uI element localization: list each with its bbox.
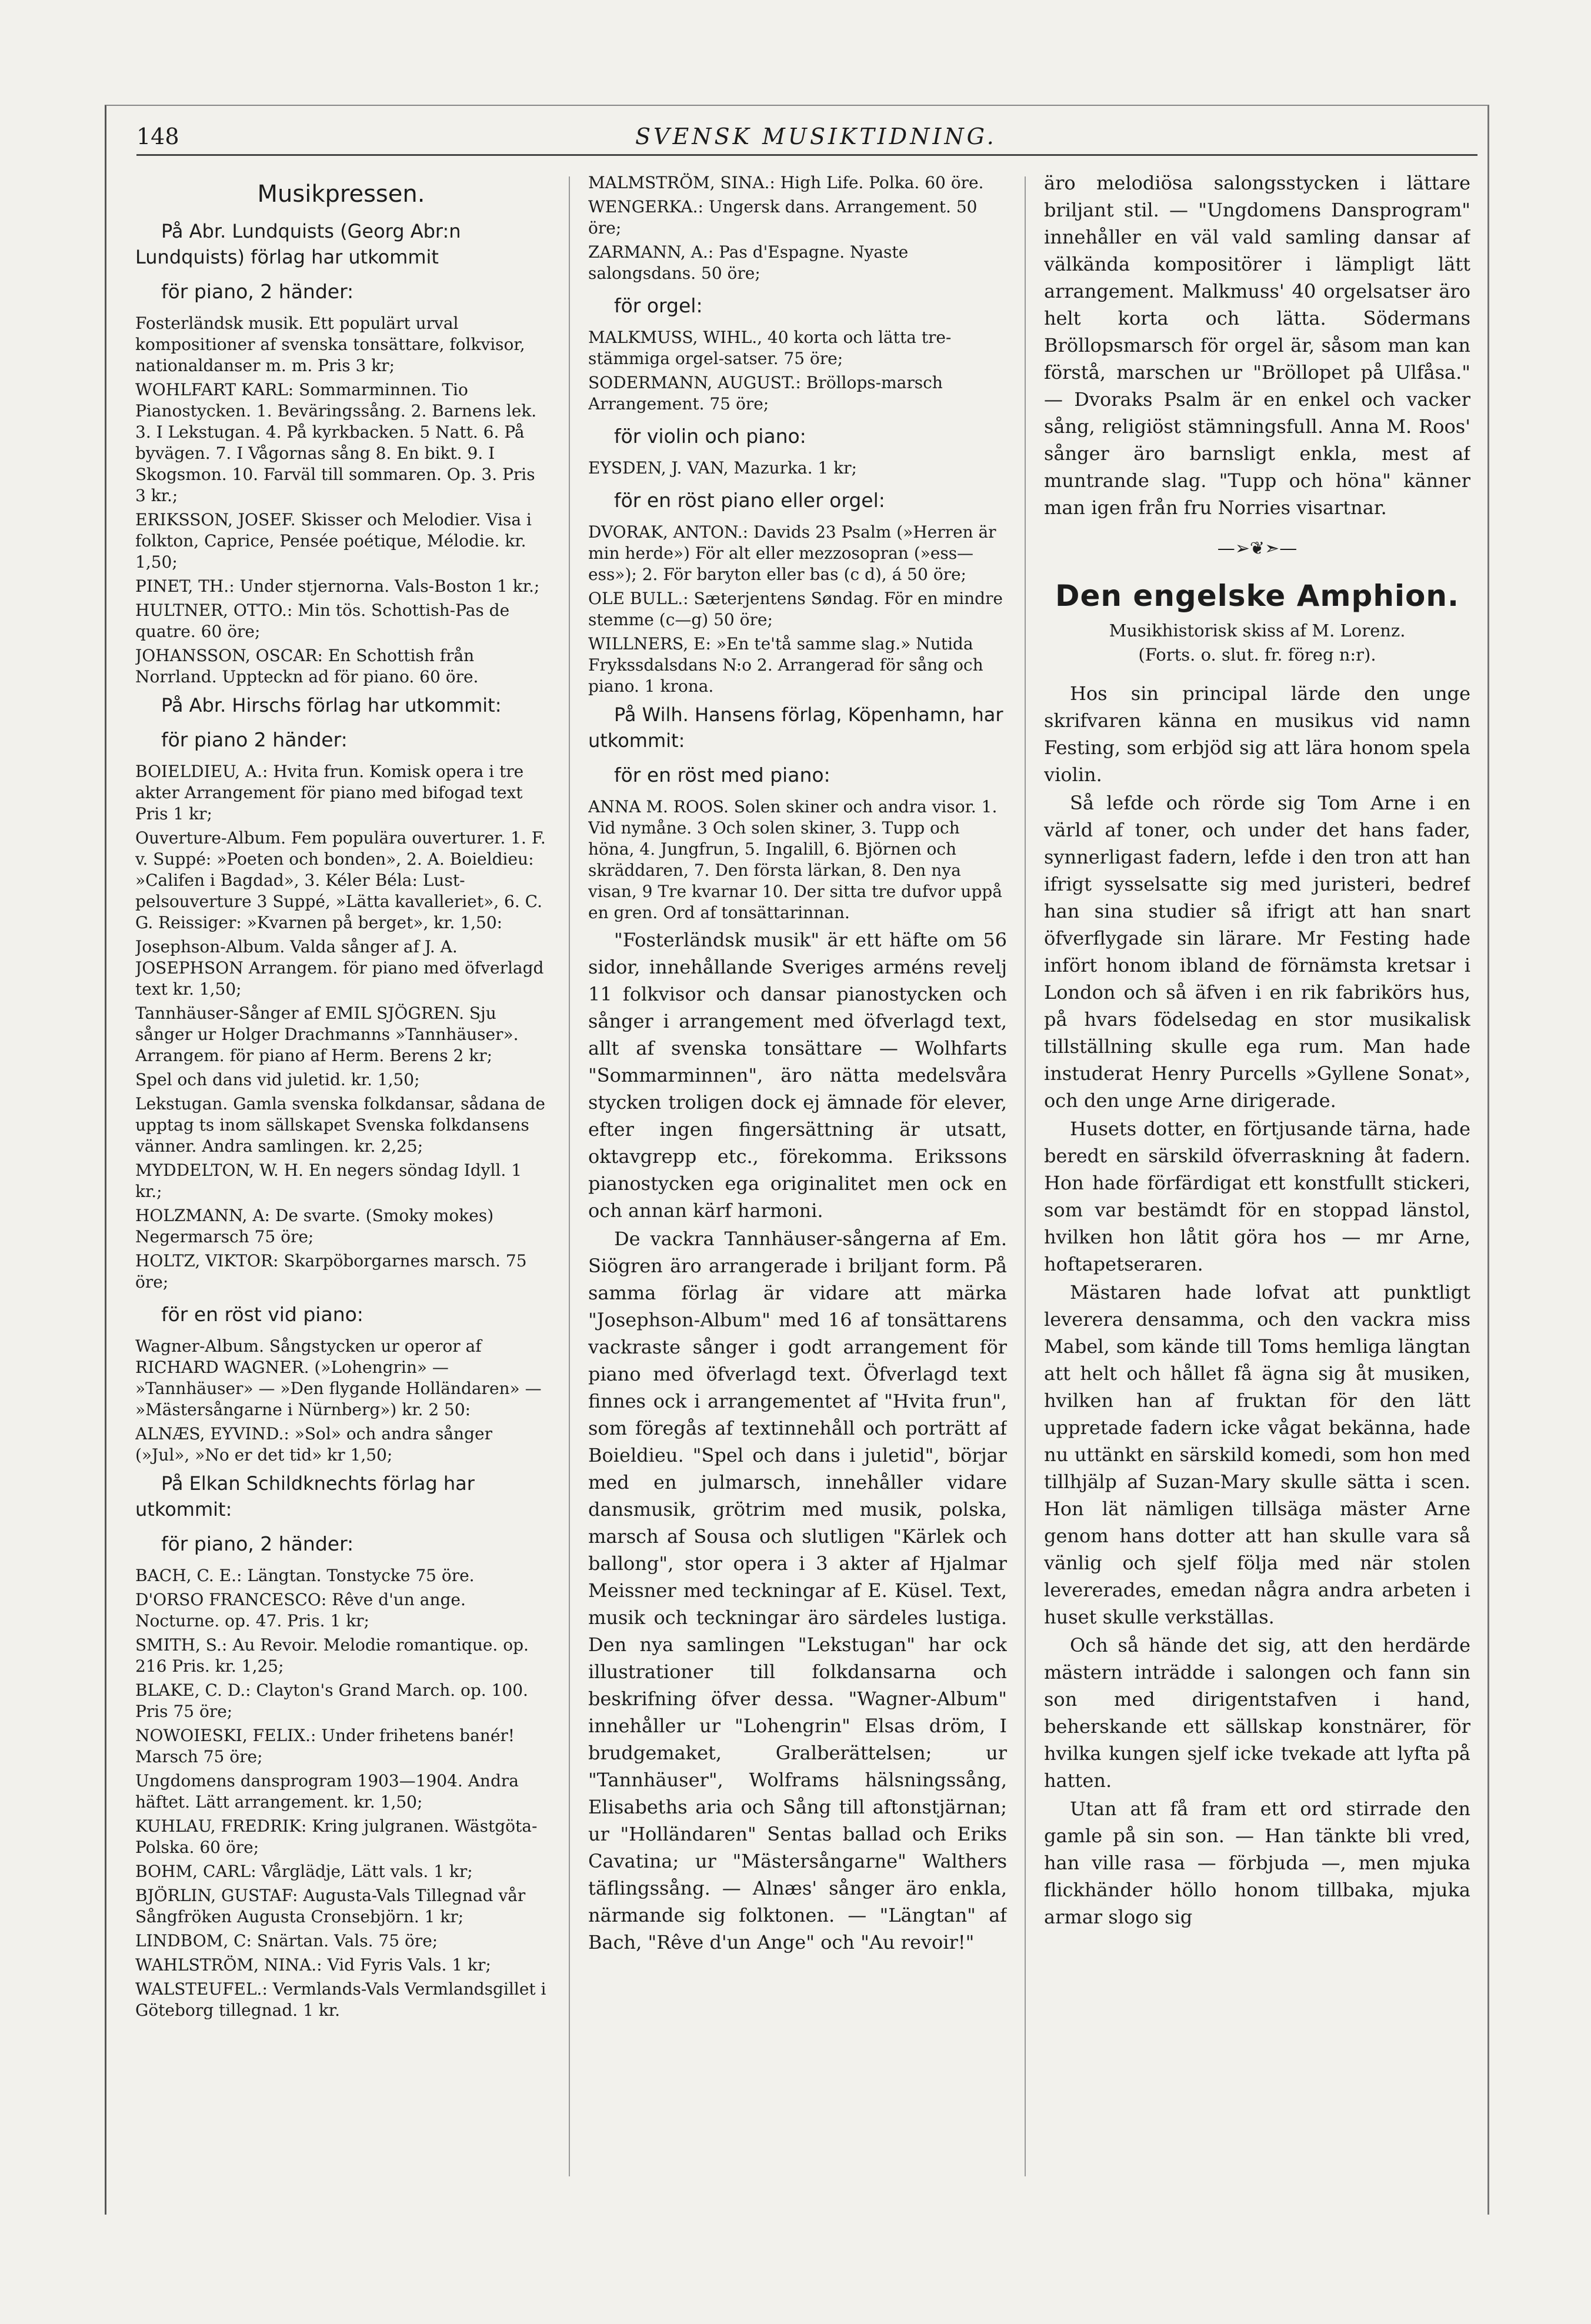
article-paragraph: Så lefde och rörde sig Tom Arne i en värld af toner, och under det hans fader, synnerligast fadern, lefde i den tron att han ifrigt sysselsatte sig med juristeri, bedref han sina studier så ifrigt att han snart öfverflygade sin lärare. Mr Festing hade infört honom ibland de förnämsta kretsar i London och så äfven i en rik fabrikörs hus, på hvars födelsedag en stor musikalisk tillställning skulle ega rum. Man hade instuderat Henry Purcells »Gyllene Sonat», och den unge Arne dirigerade. bbox=[1044, 792, 1470, 1112]
listing-entry: DVORAK, ANTON.: Davids 23 Psalm (»Herren är min herde») För alt eller mezzosopran (»ess—ess»); 2. För baryton eller bas (c d), á 50 öre; bbox=[588, 522, 996, 584]
category-heading: för en röst vid piano: bbox=[161, 1303, 363, 1326]
article-paragraph: Husets dotter, en förtjusande tärna, hade beredt en särskild öfverraskning åt fadern. Hon hade förfärdigat ett konstfullt stickeri, som var bestämdt för en stoppad länstol, hvilken hon låtit göra hos — mr Arne, hoftapetseraren. bbox=[1044, 1118, 1470, 1275]
category-heading: för en röst med piano: bbox=[614, 763, 830, 786]
article-title: Den engelske Amphion. bbox=[1055, 579, 1459, 613]
listing-entry: WAHLSTRÖM, NINA.: Vid Fyris Vals. 1 kr; bbox=[135, 1955, 491, 1975]
review-paragraph: "Fosterländsk musik" är ett häfte om 56 sidor, innehållande Sveriges arméns revelj 11 folkvisor och dansar pianostycken och sånger i arrangement med öfverlagd text, allt af svenska tonsättare — Wolhfarts "Sommarminnen", äro nätta medelsvåra stycken troligen dock ej ämnade för elever, efter ingen fingersättning är utsatt, oktavgrepp etc., förekomma. Erikssons pianostycken ega originalitet men ock en och annan kärf harmoni. bbox=[588, 929, 1007, 1222]
listing-entry: OLE BULL.: Sæterjentens Søndag. För en mindre stemme (c—g) 50 öre; bbox=[588, 589, 1003, 629]
category-heading: för piano 2 händer: bbox=[161, 728, 348, 751]
listing-entry: JOHANSSON, OSCAR: En Schottish från Norrland. Uppteckn ad för piano. 60 öre. bbox=[135, 646, 479, 686]
category-heading: för orgel: bbox=[614, 294, 703, 317]
listing-entry: Josephson-Album. Valda sånger af J. A. JOSEPHSON Arrangem. för piano med öfverlagd text kr. 1,50; bbox=[135, 937, 544, 999]
ornament-divider: —➢❦➣— bbox=[1217, 538, 1298, 559]
listing-entry: ERIKSSON, JOSEF. Skisser och Melodier. Visa i folkton, Caprice, Pensée poétique, Mélodie. kr. 1,50; bbox=[135, 510, 532, 572]
listing-entry: BOHM, CARL: Vårglädje, Lätt vals. 1 kr; bbox=[135, 1862, 473, 1881]
listing-entry: D'ORSO FRANCESCO: Rêve d'un ange. Nocturne. op. 47. Pris. 1 kr; bbox=[135, 1590, 466, 1631]
listing-entry: Tannhäuser-Sånger af EMIL SJÖGREN. Sju sånger ur Holger Drachmanns »Tannhäuser». Arrangem. för piano af Herm. Berens 2 kr; bbox=[135, 1003, 519, 1065]
listing-entry: WALSTEUFEL.: Vermlands-Vals Vermlandsgillet i Göteborg tillegnad. 1 kr. bbox=[135, 1979, 546, 2020]
listing-entry: MYDDELTON, W. H. En negers söndag Idyll. 1 kr.; bbox=[135, 1161, 522, 1201]
listing-entry: Fosterländsk musik. Ett populärt urval kompositioner af svenska tonsättare, folkvisor, nationaldanser m. m. Pris 3 kr; bbox=[135, 314, 525, 375]
listing-entry: LINDBOM, C: Snärtan. Vals. 75 öre; bbox=[135, 1931, 438, 1950]
listing-entry: NOWOIESKI, FELIX.: Under frihetens banér! Marsch 75 öre; bbox=[135, 1726, 515, 1766]
listing-entry: MALKMUSS, WIHL., 40 korta och lätta tre-stämmiga orgel-satser. 75 öre; bbox=[588, 328, 952, 368]
listing-entry: HOLZMANN, A: De svarte. (Smoky mokes) Negermarsch 75 öre; bbox=[135, 1206, 494, 1246]
column-divider bbox=[1025, 176, 1026, 2176]
listing-entry: ZARMANN, A.: Pas d'Espagne. Nyaste salongsdans. 50 öre; bbox=[588, 242, 909, 283]
category-heading: för piano, 2 händer: bbox=[161, 1532, 354, 1555]
listing-entry: ANNA M. ROOS. Solen skiner och andra visor. 1. Vid nymåne. 3 Och solen skiner, 3. Tupp och höna, 4. Jungfrun, 5. Ingalill, 6. Björnen och skräddaren, 7. Den första lärkan, 8. Den nya visan, 9 Tre kvarnar 10. Der sitta tre dufvor uppå en gren. Ord af tonsättarinnan. bbox=[588, 797, 1002, 922]
listing-entry: SMITH, S.: Au Revoir. Melodie romantique. op. 216 Pris. kr. 1,25; bbox=[135, 1635, 529, 1676]
listing-entry: HULTNER, OTTO.: Min tös. Schottish-Pas de quatre. 60 öre; bbox=[135, 601, 510, 641]
listing-entry: Spel och dans vid juletid. kr. 1,50; bbox=[135, 1070, 420, 1089]
listing-entry: WILLNERS, E: »En te'tå samme slag.» Nutida Frykssdalsdans N:o 2. Arrangerad för sång och piano. 1 krona. bbox=[588, 634, 983, 696]
column-divider bbox=[569, 176, 570, 2176]
section-heading: Musikpressen. bbox=[257, 181, 425, 208]
listing-entry: SODERMANN, AUGUST.: Bröllops-marsch Arrangement. 75 öre; bbox=[588, 373, 943, 414]
review-paragraph: De vackra Tannhäuser-sångerna af Em. Siögren äro arrangerade i briljant form. På samma förlag är vidare att märka "Josephson-Album" med 16 af tonsättarens vackraste sånger i godt arrangement för piano med öfverlagd text. Öfverlagd text finnes ock i arrangementet af "Hvita frun", som föregås af textinnehåll och porträtt af Boieldieu. "Spel och dans i juletid", börjar med en julmarsch, innehåller vidare dansmusik, grötrim med musik, polska, marsch af Sousa och slutligen "Kärlek och ballong", stor opera i 3 akter af Hjalmar Meissner med teckningar af E. Küsel. Text, musik och teckningar äro särdeles lustiga. Den nya samlingen "Lekstugan" har ock illustrationer till folkdansarna och beskrifning öfver dessa. "Wagner-Album" innehåller ur "Lohengrin" Elsas dröm, I brudgemaket, Gralberättelsen; ur "Tannhäuser", Wolframs hälsningssång, Elisabeths aria och Sång till aftonstjärnan; ur "Holländaren" Sentas ballad och Eriks Cavatina; ur "Mästersångarne" Walthers täflingssång. — Alnæs' sånger äro enkla, närmande sig folktonen. — "Längtan" af Bach, "Rêve d'un Ange" och "Au revoir!" bbox=[588, 1228, 1007, 1953]
article-subtitle: Musikhistorisk skiss af M. Lorenz. bbox=[1109, 621, 1406, 641]
listing-entry: BLAKE, C. D.: Clayton's Grand March. op. 100. Pris 75 öre; bbox=[135, 1681, 528, 1721]
listing-entry: WOHLFART KARL: Sommarminnen. Tio Pianostycken. 1. Beväringssång. 2. Barnens lek. 3. I Lekstugan. 4. På kyrkbacken. 5 Natt. 6. På byvägen. 7. I Vågornas sång 8. En bikt. 9. I Skogsmon. 10. Farväl till sommaren. Op. 3. Pris 3 kr.; bbox=[135, 380, 537, 505]
column-1 bbox=[135, 169, 547, 2024]
header-rule bbox=[136, 154, 1477, 156]
listing-entry: KUHLAU, FREDRIK: Kring julgranen. Wästgöta-Polska. 60 öre; bbox=[135, 1816, 538, 1857]
listing-entry: Ouverture-Album. Fem populära ouverturer. 1. F. v. Suppé: »Poeten och bonden», 2. A. Boieldieu: »Califen i Bagdad», 3. Kéler Béla: Lust-pelsouverture 3 Suppé, »Lätta kavalleriet», 6. C. G. Reissiger: »Kvarnen på berget», kr. 1,50: bbox=[135, 828, 546, 932]
listing-entry: ALNÆS, EYVIND.: »Sol» och andra sånger (»Jul», »No er det tid» kr 1,50; bbox=[135, 1424, 492, 1465]
category-heading: för violin och piano: bbox=[614, 425, 806, 448]
listing-entry: MALMSTRÖM, SINA.: High Life. Polka. 60 öre. bbox=[588, 173, 984, 192]
listing-entry: EYSDEN, J. VAN, Mazurka. 1 kr; bbox=[588, 458, 857, 478]
column-3 bbox=[1044, 169, 1470, 1932]
category-heading: för piano, 2 händer: bbox=[161, 280, 354, 303]
listing-entry: Lekstugan. Gamla svenska folkdansar, sådana de upptag ts inom sällskapet Svenska folkdansens vänner. Andra samlingen. kr. 2,25; bbox=[135, 1094, 545, 1156]
article-paragraph: Och så hände det sig, att den herdärde mästern inträdde i salongen och fann sin son med dirigentstafven i hand, beherskande ett sällskap konstnärer, för hvilka kungen sjelf icke tvekade att lyfta på hatten. bbox=[1044, 1634, 1470, 1792]
running-title: SVENSK MUSIKTIDNING. bbox=[635, 124, 997, 149]
continuation-note: (Forts. o. slut. fr. föreg n:r). bbox=[1138, 645, 1376, 665]
column-2 bbox=[588, 169, 1007, 1957]
listing-entry: BOIELDIEU, A.: Hvita frun. Komisk opera i tre akter Arrangement för piano med bifogad text Pris 1 kr; bbox=[135, 762, 524, 823]
article-paragraph: Utan att få fram ett ord stirrade den gamle på sin son. — Han tänkte bli vred, han ville rasa — förbjuda —, men mjuka flickhänder höllo honom tillbaka, mjuka armar slogo sig bbox=[1044, 1798, 1470, 1928]
publisher-intro: På Abr. Hirschs förlag har utkommit: bbox=[161, 694, 502, 716]
listing-entry: WENGERKA.: Ungersk dans. Arrangement. 50 öre; bbox=[588, 197, 978, 238]
listing-entry: Ungdomens dansprogram 1903—1904. Andra häftet. Lätt arrangement. kr. 1,50; bbox=[135, 1771, 519, 1812]
page-number: 148 bbox=[136, 124, 179, 149]
publisher-intro: På Abr. Lundquists (Georg Abr:n Lundquists) förlag har utkommit bbox=[135, 220, 461, 268]
listing-entry: HOLTZ, VIKTOR: Skarpöborgarnes marsch. 75 öre; bbox=[135, 1251, 527, 1292]
listing-entry: BACH, C. E.: Längtan. Tonstycke 75 öre. bbox=[135, 1566, 475, 1585]
article-paragraph: Mästaren hade lofvat att punktligt leverera densamma, och den vackra miss Mabel, som kände till Toms hemliga längtan att helt och hållet få ägna sig åt musiken, hvilken han af fruktan för den lätt uppretade fadern icke vågat bekänna, hade nu uttänkt en särskild komedi, som hon med tillhjälp af Suzan-Mary skulle sätta i scen. Hon lät nämligen tillsäga mäster Arne genom hans dotter att han skulle vara så vänlig och sjelf följa med när stolen levererades, emedan några andra arbeten i huset skulle verkställas. bbox=[1044, 1281, 1470, 1628]
category-heading: för en röst piano eller orgel: bbox=[614, 489, 885, 512]
review-paragraph: äro melodiösa salongsstycken i lättare briljant stil. — "Ungdomens Dansprogram" innehåller en väl vald samling dansar af välkända kompositörer i lämpligt lätt arrangement. Malkmuss' 40 orgelsatser äro helt korta och lätta. Södermans Bröllopsmarsch för orgel är, såsom man kan förstå, marschen ur "Bröllopet på Ulfåsa." — Dvoraks Psalm är en enkel och vacker sång, religiöst stämningsfull. Anna M. Roos' sånger äro barnsligt enkla, mest af muntrande slag. "Tupp och höna" känner man igen från fru Norries visartnar. bbox=[1044, 172, 1470, 519]
article-paragraph: Hos sin principal lärde den unge skrifvaren känna en musikus vid namn Festing, som erbjöd sig att lära honom spela violin. bbox=[1044, 682, 1470, 786]
publisher-intro: På Wilh. Hansens förlag, Köpenhamn, har utkommit: bbox=[588, 703, 1003, 752]
listing-entry: Wagner-Album. Sångstycken ur operor af RICHARD WAGNER. (»Lohengrin» — »Tannhäuser» — »Den flygande Holländaren» — »Mästersångarne i Nürnberg») kr. 2 50: bbox=[135, 1336, 542, 1419]
listing-entry: PINET, TH.: Under stjernorna. Vals-Boston 1 kr.; bbox=[135, 576, 540, 596]
listing-entry: BJÖRLIN, GUSTAF: Augusta-Vals Tillegnad vår Sångfröken Augusta Cronsebjörn. 1 kr; bbox=[135, 1886, 526, 1926]
publisher-intro: På Elkan Schildknechts förlag har utkommit: bbox=[135, 1472, 475, 1521]
